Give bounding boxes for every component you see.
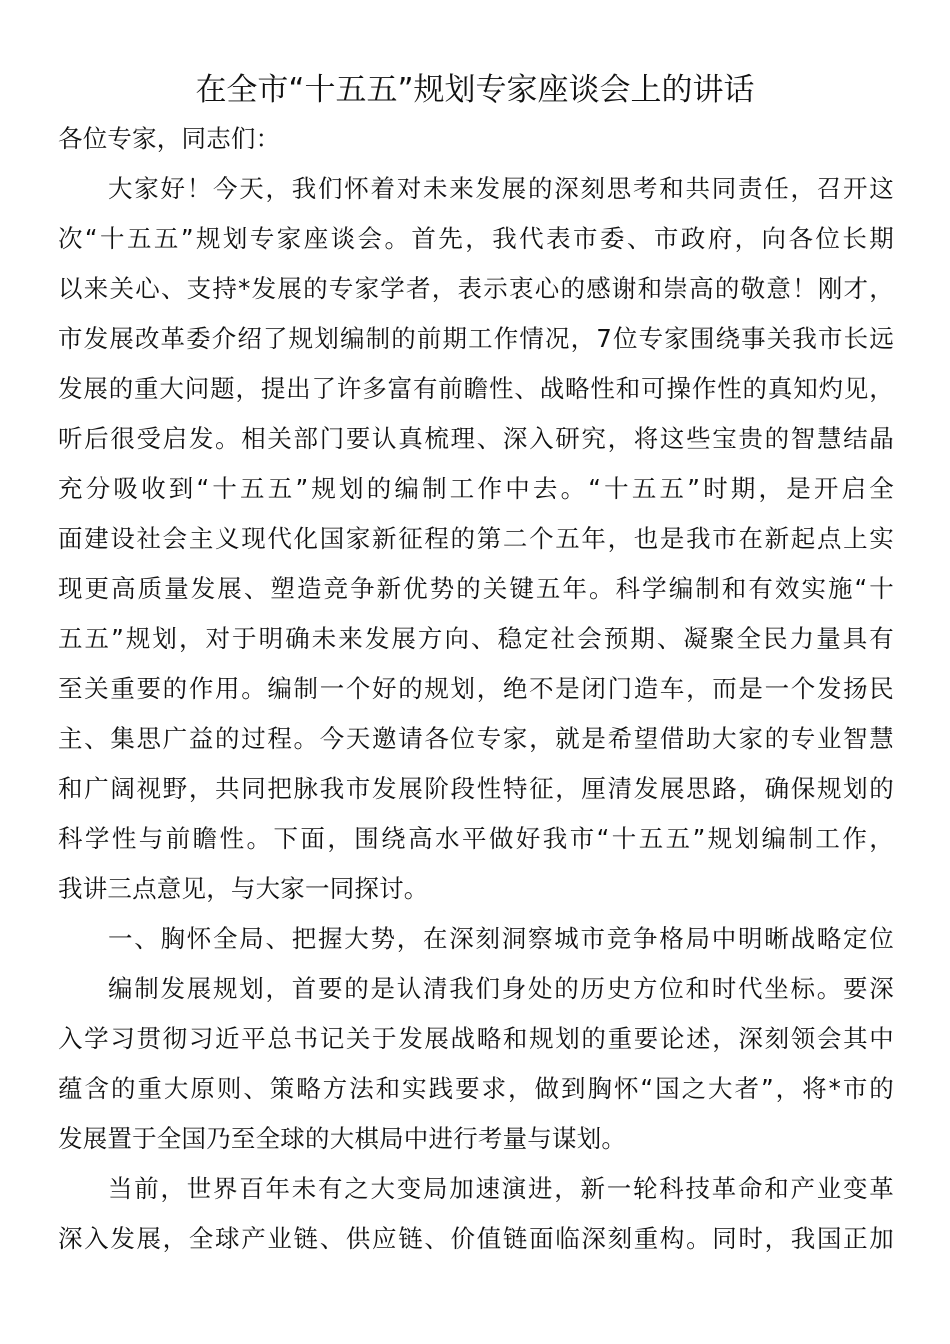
paragraph-1-line: 次“十五五”规划专家座谈会。首先，我代表市委、市政府，向各位长期 xyxy=(58,224,894,253)
paragraph-1-line: 主、集思广益的过程。今天邀请各位专家，就是希望借助大家的专业智慧 xyxy=(58,724,894,753)
paragraph-1-line: 发展的重大问题，提出了许多富有前瞻性、战略性和可操作性的真知灼见， xyxy=(58,374,894,403)
document-title: 在全市“十五五”规划专家座谈会上的讲话 xyxy=(195,72,755,108)
paragraph-1-line: 面建设社会主义现代化国家新征程的第二个五年，也是我市在新起点上实 xyxy=(58,524,894,553)
paragraph-2-line: 编制发展规划，首要的是认清我们身处的历史方位和时代坐标。要深 xyxy=(108,974,894,1003)
paragraph-1-line: 大家好！今天，我们怀着对未来发展的深刻思考和共同责任，召开这 xyxy=(108,174,894,203)
paragraph-1-line: 充分吸收到“十五五”规划的编制工作中去。“十五五”时期，是开启全 xyxy=(58,474,894,503)
paragraph-3-line: 深入发展，全球产业链、供应链、价值链面临深刻重构。同时，我国正加 xyxy=(58,1224,894,1253)
paragraph-1-line: 至关重要的作用。编制一个好的规划，绝不是闭门造车，而是一个发扬民 xyxy=(58,674,894,703)
paragraph-2-line: 发展置于全国乃至全球的大棋局中进行考量与谋划。 xyxy=(58,1124,627,1153)
paragraph-1-line: 现更高质量发展、塑造竞争新优势的关键五年。科学编制和有效实施“十 xyxy=(58,574,894,603)
document-body xyxy=(58,114,894,1264)
paragraph-2-line: 入学习贯彻习近平总书记关于发展战略和规划的重要论述，深刻领会其中 xyxy=(58,1024,894,1053)
paragraph-1-line: 以来关心、支持*发展的专家学者，表示衷心的感谢和崇高的敬意！刚才， xyxy=(58,274,894,303)
paragraph-1-line: 和广阔视野，共同把脉我市发展阶段性特征，厘清发展思路，确保规划的 xyxy=(58,774,894,803)
paragraph-1-line: 五五”规划，对于明确未来发展方向、稳定社会预期、凝聚全民力量具有 xyxy=(58,624,894,653)
paragraph-1-line: 科学性与前瞻性。下面，围绕高水平做好我市“十五五”规划编制工作， xyxy=(58,824,894,853)
section-1-heading: 一、胸怀全局、把握大势，在深刻洞察城市竞争格局中明晰战略定位 xyxy=(108,924,894,953)
paragraph-1-line: 听后很受启发。相关部门要认真梳理、深入研究，将这些宝贵的智慧结晶 xyxy=(58,424,894,453)
paragraph-2-line: 蕴含的重大原则、策略方法和实践要求，做到胸怀“国之大者”，将*市的 xyxy=(58,1074,894,1103)
paragraph-1-line: 市发展改革委介绍了规划编制的前期工作情况，7位专家围绕事关我市长远 xyxy=(58,324,894,353)
paragraph-3-line: 当前，世界百年未有之大变局加速演进，新一轮科技革命和产业变革 xyxy=(108,1174,894,1203)
salutation: 各位专家，同志们： xyxy=(58,124,281,153)
paragraph-1-line: 我讲三点意见，与大家一同探讨。 xyxy=(58,874,429,903)
